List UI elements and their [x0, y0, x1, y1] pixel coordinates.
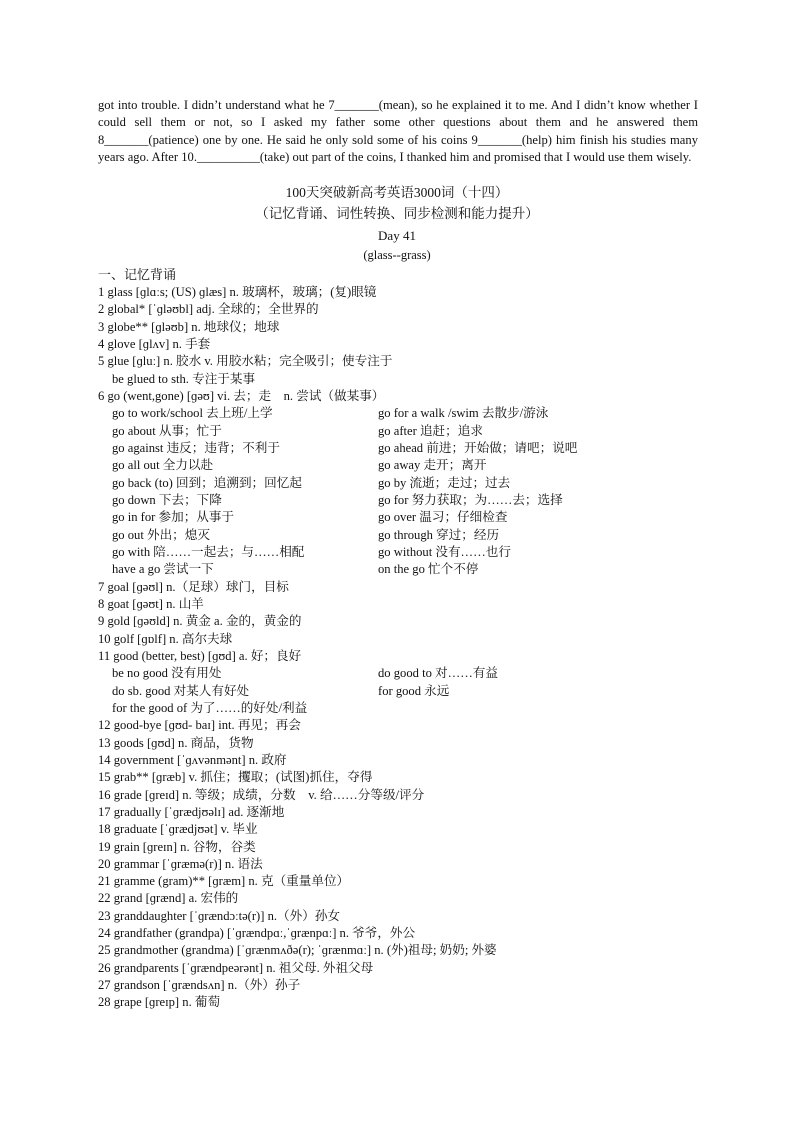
word-entry [98, 648, 718, 665]
word-entry [98, 613, 718, 630]
phrase-row [98, 405, 718, 422]
page-title: 100天突破新高考英语3000词（十四） [285, 185, 509, 200]
entry-text: 22 grand [ɡrænd] a. 宏伟的 [98, 891, 239, 906]
entry-text: 18 graduate [ˈɡrædjʊət] v. 毕业 [98, 822, 258, 837]
entry-text: 20 grammar [ˈɡræmə(r)] n. 语法 [98, 856, 263, 871]
word-entry [98, 942, 718, 959]
entry-text: 2 global* [ˈɡləʊbl] adj. 全球的；全世界的 [98, 302, 319, 317]
entry-text: go out 外出；熄灭 [112, 527, 210, 542]
vocabulary-list [98, 284, 718, 1012]
entry-text: have a go 尝试一下 [112, 562, 214, 577]
entry-text: for the good of 为了……的好处/利益 [112, 700, 308, 715]
entry-text-right: go ahead 前进；开始做；请吧；说吧 [378, 440, 578, 455]
word-entry [98, 977, 718, 994]
entry-text: 25 grandmother (grandma) [ˈɡrænmʌðə(r); ˈɡrænmɑː] n. (外)祖母; 奶奶; 外婆 [98, 943, 497, 958]
entry-text: 5 glue [ɡluː] n. 胶水 v. 用胶水粘；完全吸引；使专注于 [98, 354, 393, 369]
entry-text: go about 从事；忙于 [112, 423, 222, 438]
entry-text: 10 golf [ɡɒlf] n. 高尔夫球 [98, 631, 233, 646]
phrase-row [98, 475, 718, 492]
entry-text: 3 globe** [ɡləʊb] n. 地球仪；地球 [98, 319, 280, 334]
entry-text: 4 glove [ɡlʌv] n. 手套 [98, 336, 211, 351]
entry-text: go down 下去；下降 [112, 492, 222, 507]
phrase-row [98, 457, 718, 474]
phrase-row [98, 665, 718, 682]
entry-text: be glued to sth. 专注于某事 [112, 371, 256, 386]
entry-text: go with 陪……一起去；与……相配 [112, 544, 305, 559]
entry-text-right: go without 没有……也行 [378, 544, 511, 559]
word-entry [98, 631, 718, 648]
entry-text: 19 grain [ɡreɪn] n. 谷物，谷类 [98, 839, 256, 854]
phrase-row [98, 440, 718, 457]
entry-text-right: go for a walk /swim 去散步/游泳 [378, 406, 549, 421]
phrase-row [98, 527, 718, 544]
entry-text: 17 gradually [ˈɡrædjʊəlɪ] ad. 逐渐地 [98, 804, 285, 819]
section-heading: 一、记忆背诵 [98, 267, 177, 282]
word-entry [98, 925, 718, 942]
entry-text: 26 grandparents [ˈɡrændpeərənt] n. 祖父母. 外祖父母 [98, 960, 374, 975]
phrase-row [98, 561, 718, 578]
entry-text: 15 grab** [ɡræb] v. 抓住；攫取；(试图)抓住，夺得 [98, 770, 373, 785]
word-entry [98, 579, 718, 596]
word-entry [98, 319, 718, 336]
word-entry [98, 960, 718, 977]
entry-text: 14 government [ˈɡʌvənmənt] n. 政府 [98, 752, 287, 767]
word-entry [98, 908, 718, 925]
phrase-row [98, 544, 718, 561]
entry-text: do sb. good 对某人有好处 [112, 683, 250, 698]
entry-text: 13 goods [ɡʊd] n. 商品，货物 [98, 735, 254, 750]
word-entry [98, 301, 718, 318]
entry-text-right: go after 追赶；追求 [378, 423, 483, 438]
passage-text: got into trouble. I didn’t understand what he 7_______(mean), so he explained it to me. And I didn’t know whether I could sell them or not, so I asked my father some other questions about them and he answered them 8_______(patience) one by one. He said he only sold some of his coins 9_______(help) him finish his studies many years ago. After 10.__________(take) out part of the coins, I thanked him and promised that I would use them wisely. [98, 98, 698, 165]
entry-text: go all out 全力以赴 [112, 458, 214, 473]
word-entry [98, 856, 718, 873]
entry-text-right: do good to 对……有益 [378, 666, 498, 681]
entry-text: go in for 参加；从事于 [112, 510, 235, 525]
phrase-row [98, 509, 718, 526]
entry-text-right: go for 努力获取；为……去；选择 [378, 492, 563, 507]
entry-text-right: go through 穿过；经历 [378, 527, 500, 542]
entry-text: go against 违反；违背；不利于 [112, 440, 280, 455]
entry-text: 16 grade [ɡreɪd] n. 等级；成绩，分数 v. 给……分等级/评分 [98, 787, 425, 802]
word-entry [98, 821, 718, 838]
phrase-row [98, 700, 718, 717]
entry-text: go to work/school 去上班/上学 [112, 406, 273, 421]
entry-text: 27 grandson [ˈɡrændsʌn] n.（外）孙子 [98, 978, 301, 993]
entry-text: 12 good-bye [ɡʊd- baɪ] int. 再见；再会 [98, 718, 301, 733]
entry-text: go back (to) 回到；追溯到；回忆起 [112, 475, 302, 490]
entry-text: 24 grandfather (grandpa) [ˈɡrændpɑː,ˈɡrænpɑː] n. 爷爷，外公 [98, 926, 416, 941]
word-entry [98, 336, 718, 353]
word-entry [98, 873, 718, 890]
phrase-row [98, 492, 718, 509]
entry-text: 8 goat [ɡəʊt] n. 山羊 [98, 596, 204, 611]
word-entry [98, 717, 718, 734]
word-range: (glass--grass) [363, 248, 431, 262]
entry-text: 9 gold [ɡəʊld] n. 黄金 a. 金的，黄金的 [98, 614, 302, 629]
word-entry [98, 890, 718, 907]
day-label: Day 41 [378, 228, 416, 243]
word-entry [98, 769, 718, 786]
word-entry [98, 752, 718, 769]
entry-text: 23 granddaughter [ˈɡrændɔːtə(r)] n.（外）孙女 [98, 908, 341, 923]
word-entry [98, 994, 718, 1011]
entry-text-right: go over 温习；仔细检查 [378, 510, 508, 525]
entry-text: 28 grape [ɡreɪp] n. 葡萄 [98, 995, 221, 1010]
word-entry [98, 388, 718, 405]
entry-text-right: go away 走开；离开 [378, 458, 487, 473]
entry-text: 6 go (went,gone) [ɡəʊ] vi. 去；走 n. 尝试（做某事） [98, 388, 385, 403]
page-subtitle: （记忆背诵、词性转换、同步检测和能力提升） [255, 206, 539, 221]
phrase-row [98, 423, 718, 440]
entry-text: 7 goal [ɡəʊl] n.（足球）球门，目标 [98, 579, 289, 594]
word-entry [98, 804, 718, 821]
word-entry [98, 839, 718, 856]
word-entry [98, 596, 718, 613]
entry-text-right: on the go 忙个不停 [378, 562, 479, 577]
word-entry [98, 353, 718, 370]
entry-text: be no good 没有用处 [112, 666, 222, 681]
entry-text: 1 glass [ɡlɑːs; (US) ɡlæs] n. 玻璃杯，玻璃；(复)眼镜 [98, 285, 377, 299]
entry-text-right: go by 流逝；走过；过去 [378, 475, 511, 490]
phrase-row [98, 371, 718, 388]
word-entry [98, 787, 718, 804]
entry-text: 11 good (better, best) [ɡʊd] a. 好；良好 [98, 648, 302, 663]
phrase-row [98, 683, 718, 700]
entry-text-right: for good 永远 [378, 683, 450, 698]
word-entry [98, 284, 718, 301]
entry-text: 21 gramme (gram)** [ɡræm] n. 克（重量单位） [98, 874, 350, 889]
word-entry [98, 735, 718, 752]
